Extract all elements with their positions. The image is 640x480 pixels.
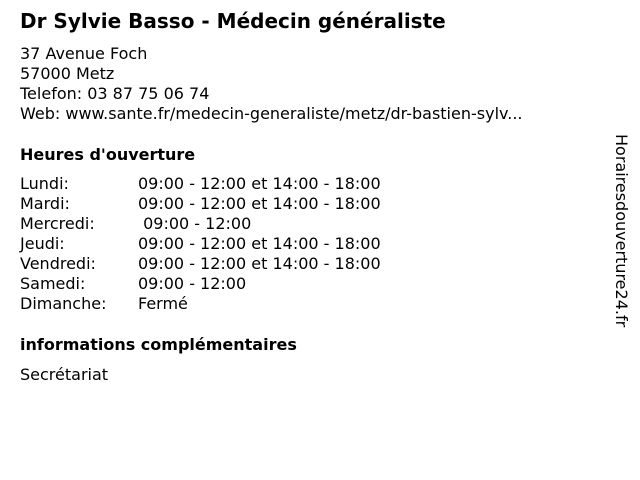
day-label: Jeudi: bbox=[20, 234, 65, 253]
time-value: 09:00 - 12:00 bbox=[138, 214, 252, 233]
hours-row-friday bbox=[20, 254, 381, 274]
time-value: 09:00 - 12:00 bbox=[138, 274, 247, 293]
time-value: 09:00 - 12:00 et 14:00 - 18:00 bbox=[138, 194, 381, 213]
hours-row-sunday bbox=[20, 294, 381, 314]
day-label: Mercredi: bbox=[20, 214, 95, 233]
info-text: Secrétariat bbox=[20, 365, 109, 384]
hours-row-thursday bbox=[20, 234, 381, 254]
hours-row-saturday bbox=[20, 274, 381, 294]
day-label: Dimanche: bbox=[20, 294, 107, 313]
time-value: 09:00 - 12:00 et 14:00 - 18:00 bbox=[138, 174, 381, 193]
day-label: Lundi: bbox=[20, 174, 69, 193]
hours-row-wednesday bbox=[20, 214, 381, 234]
day-label: Samedi: bbox=[20, 274, 86, 293]
city-address: 57000 Metz bbox=[20, 64, 115, 83]
site-watermark: Horairesdouverture24.fr bbox=[612, 134, 631, 328]
hours-row-tuesday bbox=[20, 194, 381, 214]
opening-hours-table bbox=[20, 174, 381, 314]
time-value: 09:00 - 12:00 et 14:00 - 18:00 bbox=[138, 234, 381, 253]
info-heading: informations complémentaires bbox=[20, 335, 297, 354]
time-value: Fermé bbox=[138, 294, 188, 313]
street-address: 37 Avenue Foch bbox=[20, 44, 148, 63]
day-label: Vendredi: bbox=[20, 254, 96, 273]
contact-block bbox=[20, 44, 523, 124]
day-label: Mardi: bbox=[20, 194, 70, 213]
time-value: 09:00 - 12:00 et 14:00 - 18:00 bbox=[138, 254, 381, 273]
website-link[interactable]: Web: www.sante.fr/medecin-generaliste/metz/dr-bastien-sylv... bbox=[20, 104, 523, 123]
hours-row-monday bbox=[20, 174, 381, 194]
hours-heading: Heures d'ouverture bbox=[20, 145, 196, 164]
phone-number: Telefon: 03 87 75 06 74 bbox=[20, 84, 210, 103]
page-title: Dr Sylvie Basso - Médecin généraliste bbox=[20, 9, 446, 33]
